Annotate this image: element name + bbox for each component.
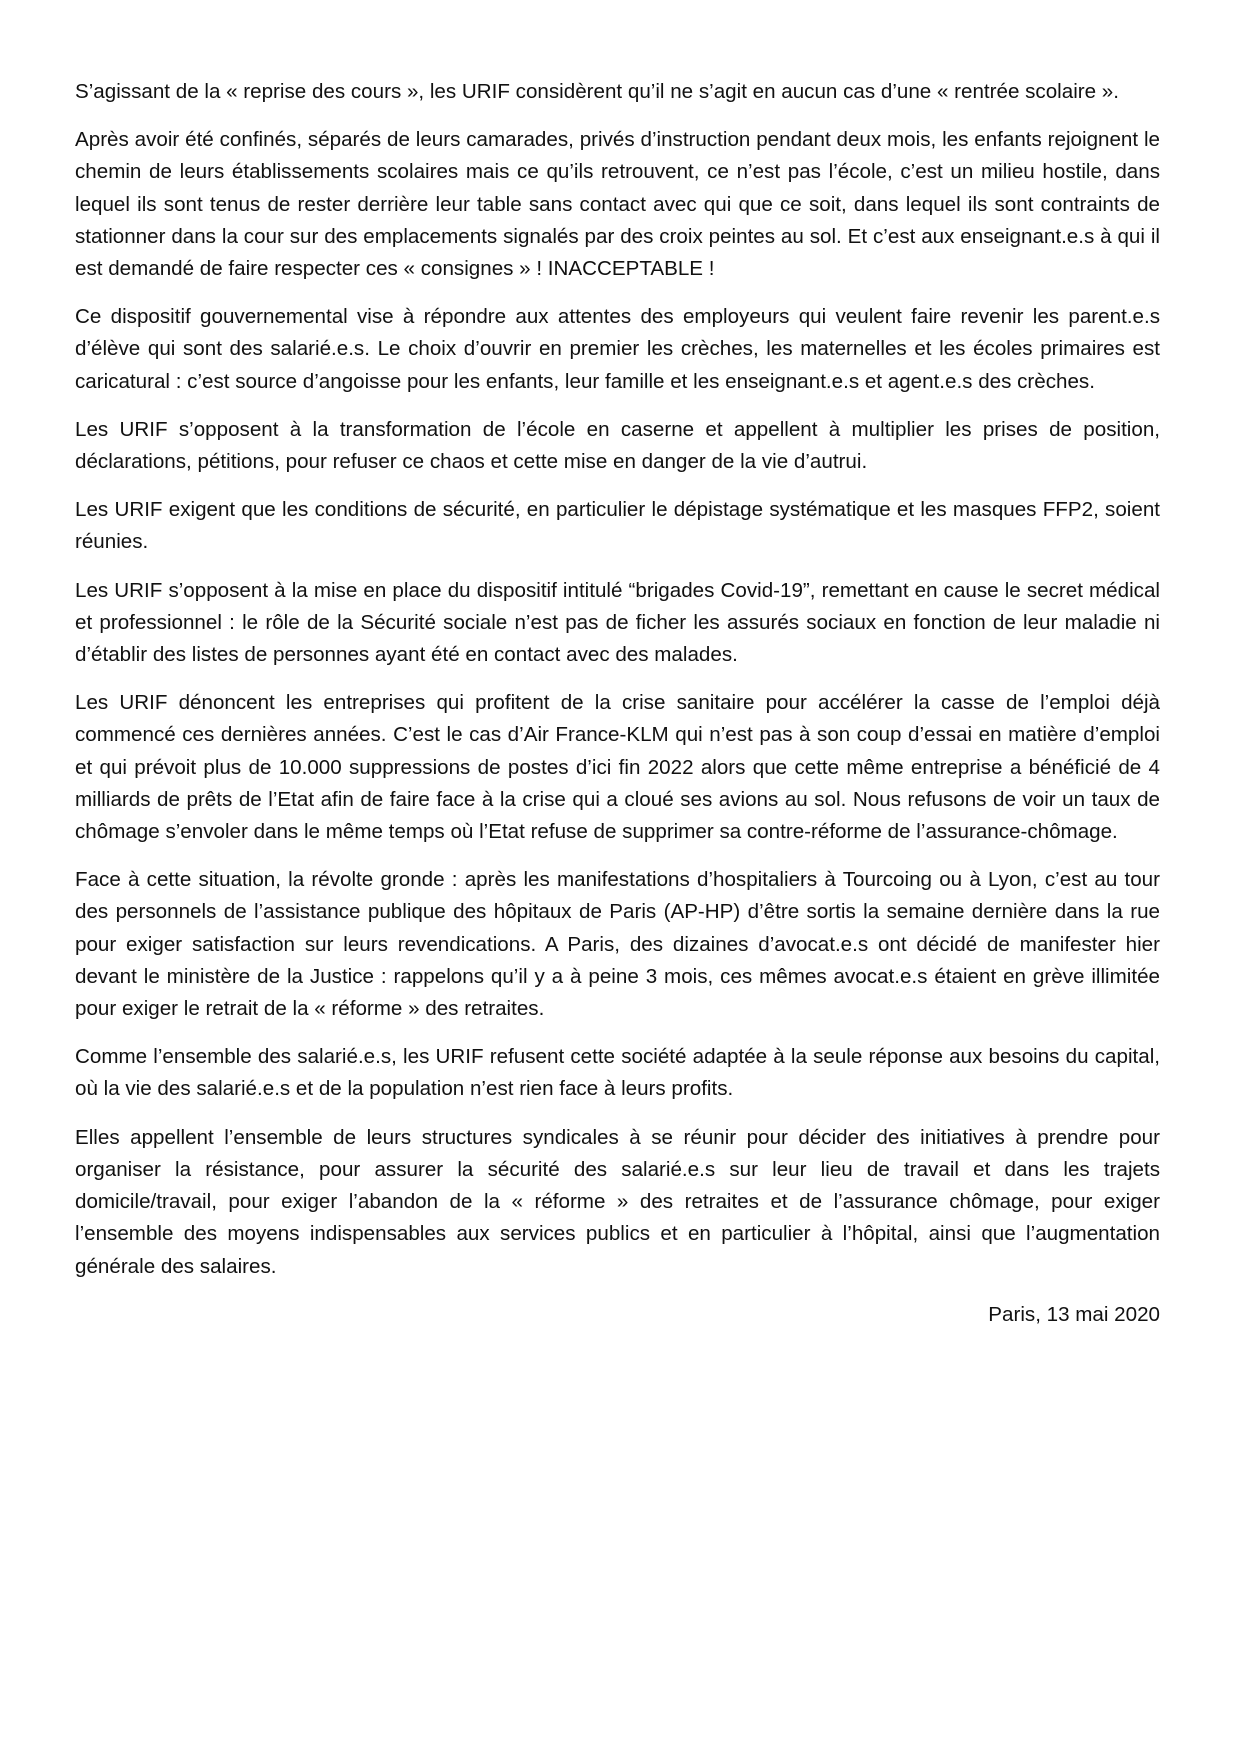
paragraph-appel-structures: Elles appellent l’ensemble de leurs structures syndicales à se réunir pour décider des initiatives à prendre pour organiser la résistance, pour assurer la sécurité des salarié.e.s sur leur lieu de travail et dans les trajets domicile/travail, pour exiger l’abandon de la « réforme » des retraites et de l’assurance chômage, pour exiger l’ensemble des moyens indispensables aux services publics et en particulier à l’hôpital, ainsi que l’augmentation générale des salaires.: [75, 1125, 1160, 1278]
paragraph-conditions-securite: Les URIF exigent que les conditions de sécurité, en particulier le dépistage systématique et les masques FFP2, soient réunies.: [75, 498, 1160, 554]
paragraph-reprise-des-cours: S’agissant de la « reprise des cours », les URIF considèrent qu’il ne s’agit en aucun cas d’une « rentrée scolaire ».: [75, 80, 1119, 103]
paragraph-confinement-enfants: Après avoir été confinés, séparés de leurs camarades, privés d’instruction pendant deux mois, les enfants rejoignent le chemin de leurs établissements scolaires mais ce qu’ils retrouvent, ce n’est pas l’école, c’est un milieu hostile, dans lequel ils sont tenus de rester derrière leur table sans contact avec qui que ce soit, dans lequel ils sont contraints de stationner dans la cour sur des emplacements signalés par des croix peintes au sol. Et c’est aux enseignant.e.s à qui il est demandé de faire respecter ces « consignes » ! INACCEPTABLE !: [75, 128, 1160, 281]
paragraph-brigades-covid: Les URIF s’opposent à la mise en place du dispositif intitulé “brigades Covid-19”, remettant en cause le secret médical et professionnel : le rôle de la Sécurité sociale n’est pas de ficher les assurés sociaux en fonction de leur maladie ni d’établir des listes de personnes ayant été en contact avec des malades.: [75, 578, 1160, 667]
paragraph-dispositif-gouvernemental: Ce dispositif gouvernemental vise à répondre aux attentes des employeurs qui veulent faire revenir les parent.e.s d’élève qui sont des salarié.e.s. Le choix d’ouvrir en premier les crèches, les maternelles et les écoles primaires est caricatural : c’est source d’angoisse pour les enfants, leur famille et les enseignant.e.s et agent.e.s des crèches.: [75, 305, 1160, 393]
paragraph-revolte: Face à cette situation, la révolte gronde : après les manifestations d’hospitaliers à Tourcoing ou à Lyon, c’est au tour des personnels de l’assistance publique des hôpitaux de Paris (AP-HP) d’être sortis la semaine dernière dans la rue pour exiger satisfaction sur leurs revendications. A Paris, des dizaines d’avocat.e.s ont décidé de manifester hier devant le ministère de la Justice : rappelons qu’il y a à peine 3 mois, ces mêmes avocat.e.s étaient en grève illimitée pour exiger le retrait de la « réforme » des retraites.: [75, 868, 1160, 1021]
signature-date: Paris, 13 mai 2020: [988, 1302, 1160, 1326]
document-page: [75, 76, 1160, 1331]
paragraph-societe-capital: Comme l’ensemble des salarié.e.s, les URIF refusent cette société adaptée à la seule réponse aux besoins du capital, où la vie des salarié.e.s et de la population n’est rien face à leurs profits.: [75, 1045, 1160, 1101]
paragraph-ecole-caserne: Les URIF s’opposent à la transformation de l’école en caserne et appellent à multiplier les prises de position, déclarations, pétitions, pour refuser ce chaos et cette mise en danger de la vie d’autrui.: [75, 417, 1160, 474]
paragraph-casse-emploi: Les URIF dénoncent les entreprises qui profitent de la crise sanitaire pour accélérer la casse de l’emploi déjà commencé ces dernières années. C’est le cas d’Air France-KLM qui n’est pas à son coup d’essai en matière d’emploi et qui prévoit plus de 10.000 suppressions de postes d’ici fin 2022 alors que cette même entreprise a bénéficié de 4 milliards de prêts de l’Etat afin de faire face à la crise qui a cloué ses avions au sol. Nous refusons de voir un taux de chômage s’envoler dans le même temps où l’Etat refuse de supprimer sa contre-réforme de l’assurance-chômage.: [75, 691, 1160, 844]
